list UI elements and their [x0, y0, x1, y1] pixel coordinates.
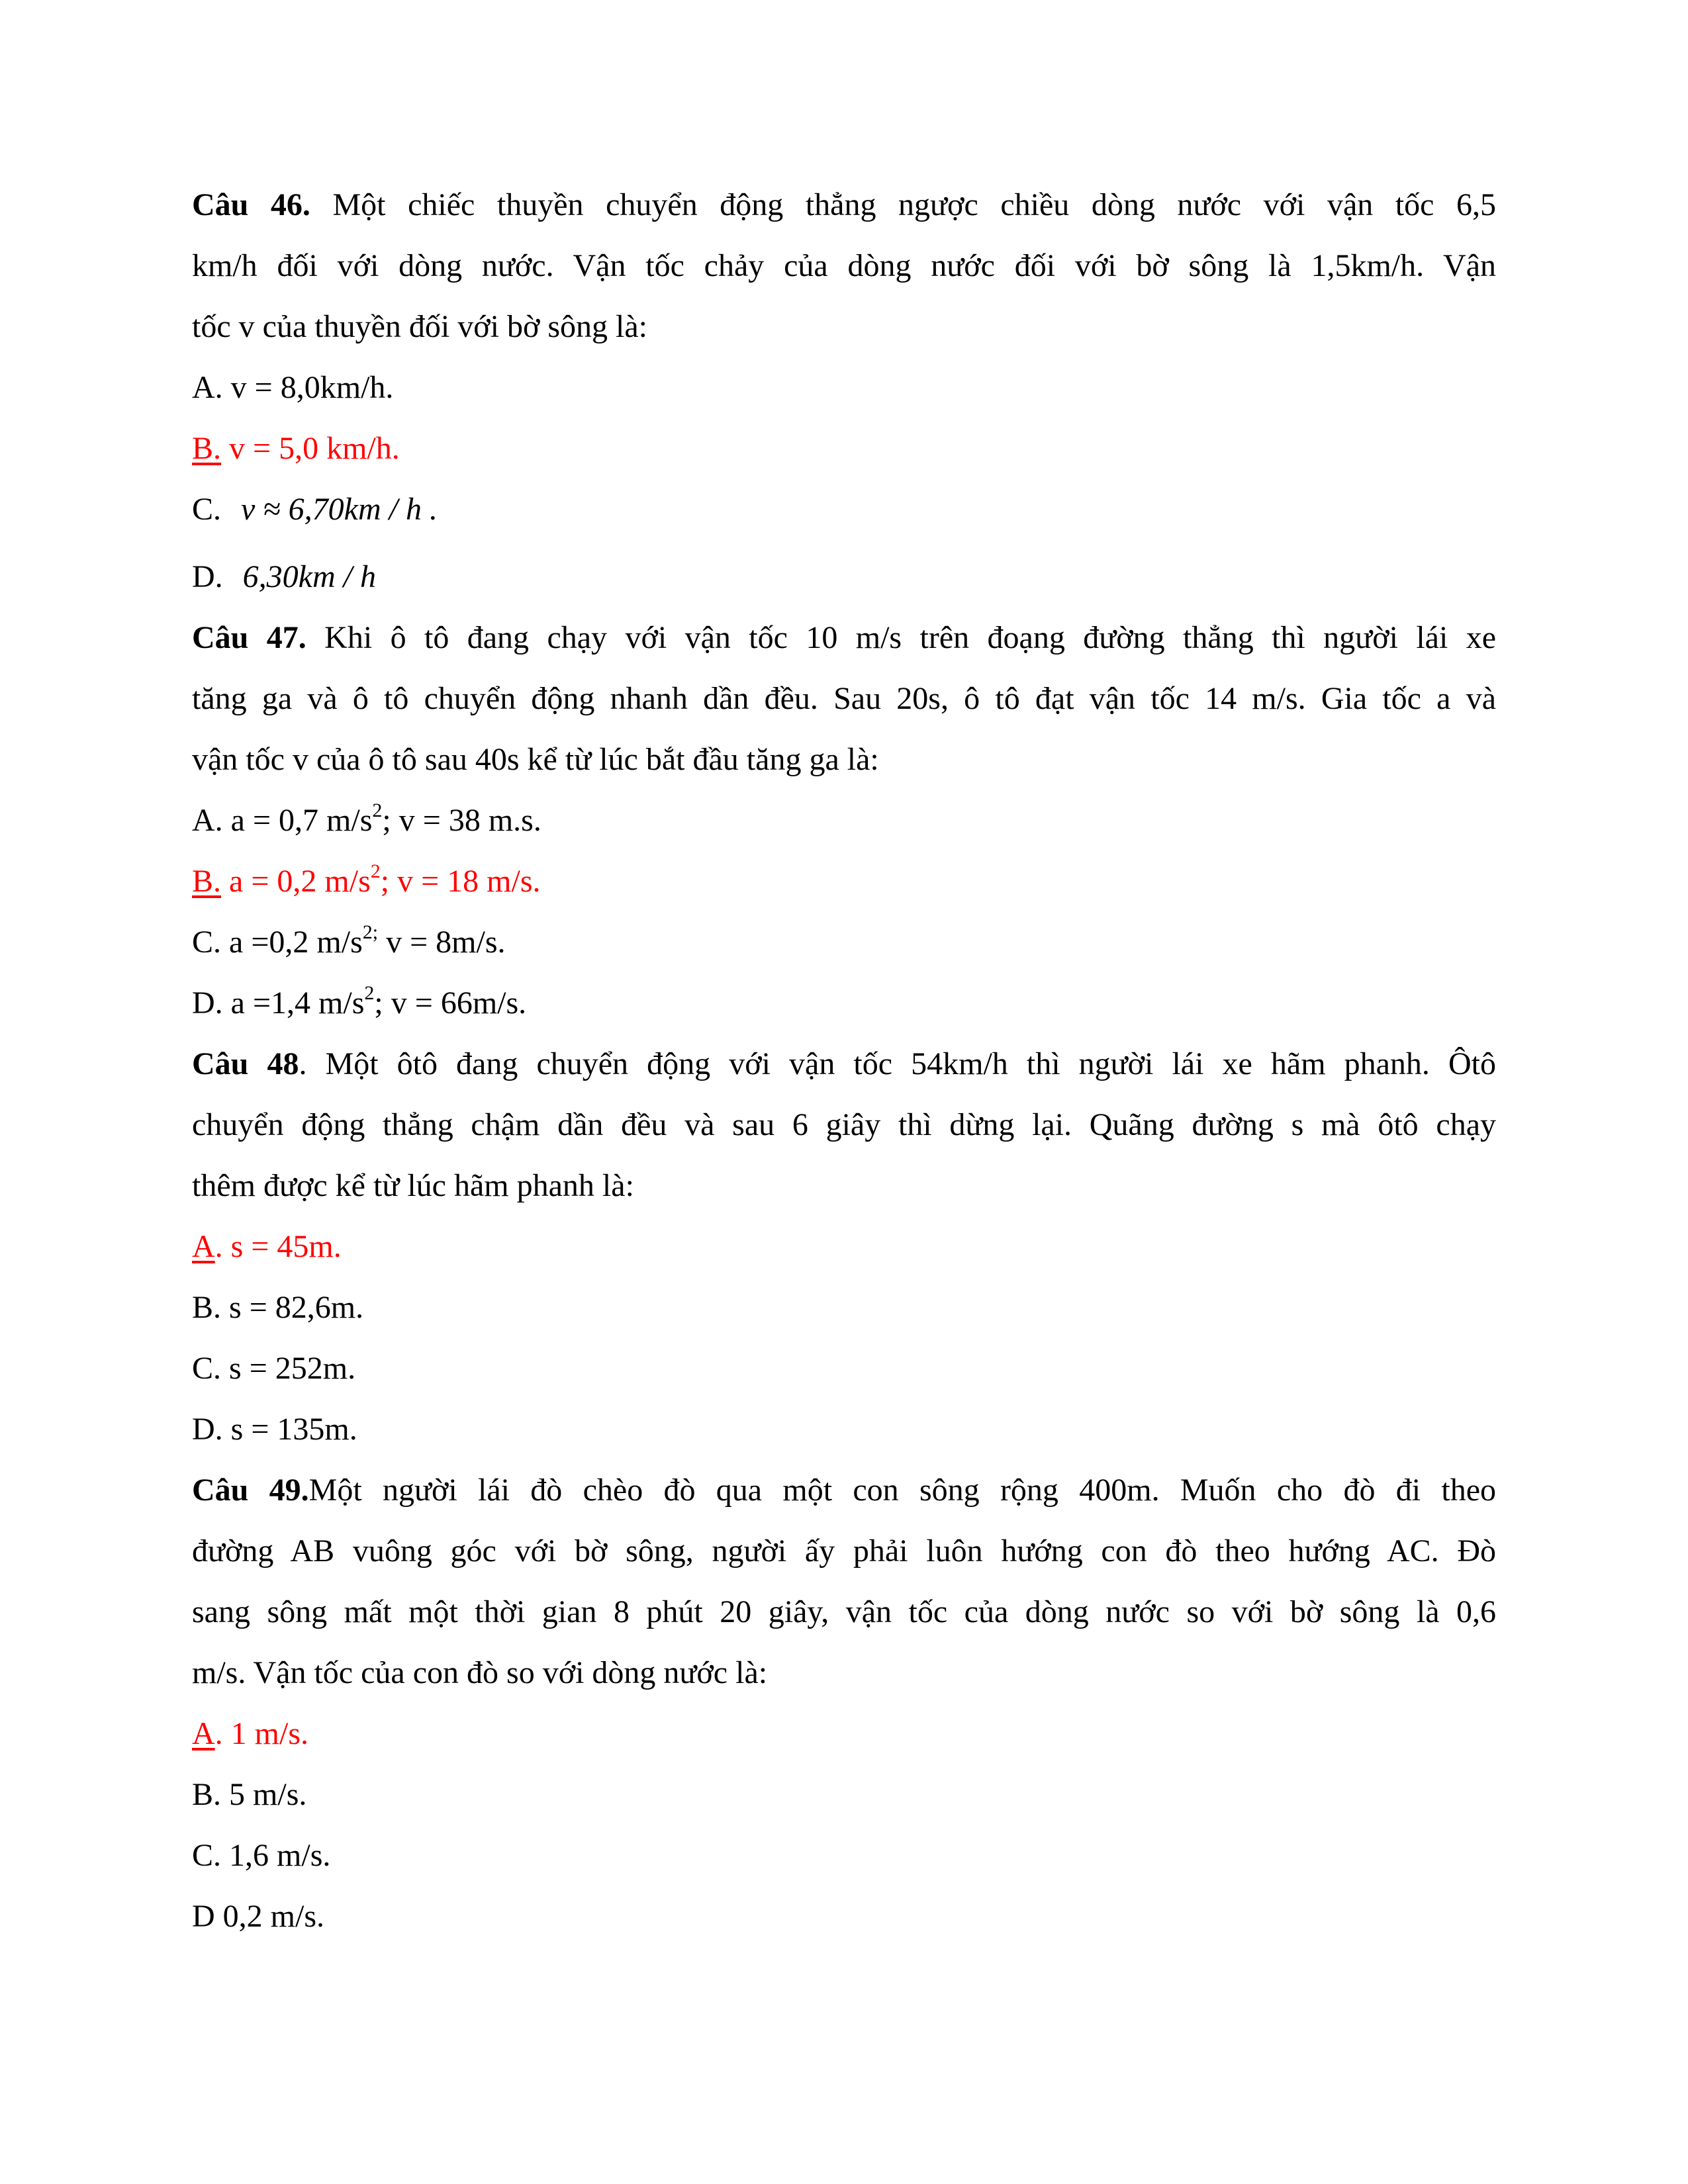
q48-option-c: C. s = 252m. — [192, 1351, 356, 1386]
q48-line-2: chuyển động thẳng chậm dần đều và sau 6 giây thì dừng lại. Quãng đường s mà ôtô chạy — [192, 1107, 1496, 1142]
q46-line-1 — [192, 185, 1496, 225]
q47-label: Câu 47. — [192, 620, 306, 655]
q47-option-a: A. a = 0,7 $m/s^2$; v = 38 m.s. — [192, 799, 541, 838]
q47-line-1: Câu 47. Khi ô tô đang chạy với vận tốc 10 m/s trên đoạng đường thẳng thì người lái xe — [192, 620, 1496, 655]
q48-option-b: B. s = 82,6m. — [192, 1290, 364, 1325]
q46-label: Câu 46. — [192, 187, 310, 222]
q46-option-b: B. v = 5,0 km/h. — [192, 431, 400, 466]
q49-line-4: m/s. Vận tốc của con đò so với dòng nước là: — [192, 1655, 768, 1690]
q49-line-1: Câu 49.Một người lái đò chèo đò qua một con sông rộng 400m. Muốn cho đò đi theo — [192, 1473, 1497, 1508]
q46-option-c: C. v ≈ 6,70km / h . — [192, 492, 438, 527]
q48-option-d: D. s = 135m. — [192, 1412, 357, 1447]
q49-option-b: B. 5 m/s. — [192, 1777, 307, 1812]
q48-line-1: Câu 48. Một ôtô đang chuyển động với vận tốc 54km/h thì người lái xe hãm phanh. Ôtô — [192, 1046, 1497, 1081]
q46-line-3: tốc v của thuyền đối với bờ sông là: — [192, 309, 647, 344]
q46-option-d: D. 6,30km / h — [192, 559, 376, 594]
q48-option-a: A. s = 45m. — [192, 1229, 342, 1264]
q46-line-2: km/h đối với dòng nước. Vận tốc chảy của dòng nước đối với bờ sông là 1,5km/h. Vận — [192, 248, 1496, 283]
q48-line-3: thêm được kể từ lúc hãm phanh là: — [192, 1168, 634, 1203]
q46-option-a: A. v = 8,0km/h. — [192, 370, 394, 405]
q46-text-1: Một chiếc thuyền chuyển động thẳng ngược chiều dòng nước với vận tốc 6,5 — [310, 187, 1497, 222]
q49-line-3: sang sông mất một thời gian 8 phút 20 giây, vận tốc của dòng nước so với bờ sông là 0,6 — [192, 1594, 1496, 1629]
q47-line-3: vận tốc v của ô tô sau 40s kể từ lúc bắt đầu tăng ga là: — [192, 742, 879, 777]
q49-option-d: D 0,2 m/s. — [192, 1899, 325, 1934]
q49-option-c: C. 1,6 m/s. — [192, 1838, 331, 1873]
q47-option-d: D. a =1,4 $m/s^2$; v = 66m/s. — [192, 982, 527, 1021]
q47-option-b: B. a = 0,2 $m/s^2$; v = 18 m/s. — [192, 860, 541, 899]
q47-option-c: C. a =0,2 $m/s^{2;}$ v = 8m/s. — [192, 921, 506, 960]
q49-line-2: đường AB vuông góc với bờ sông, người ấy phải luôn hướng con đò theo hướng AC. Đò — [192, 1533, 1496, 1569]
q48-label: Câu 48 — [192, 1046, 299, 1081]
q49-label: Câu 49. — [192, 1473, 309, 1508]
q47-line-2: tăng ga và ô tô chuyển động nhanh dần đều. Sau 20s, ô tô đạt vận tốc 14 m/s. Gia tốc a và — [192, 681, 1496, 716]
q49-option-a: A. 1 m/s. — [192, 1716, 309, 1751]
